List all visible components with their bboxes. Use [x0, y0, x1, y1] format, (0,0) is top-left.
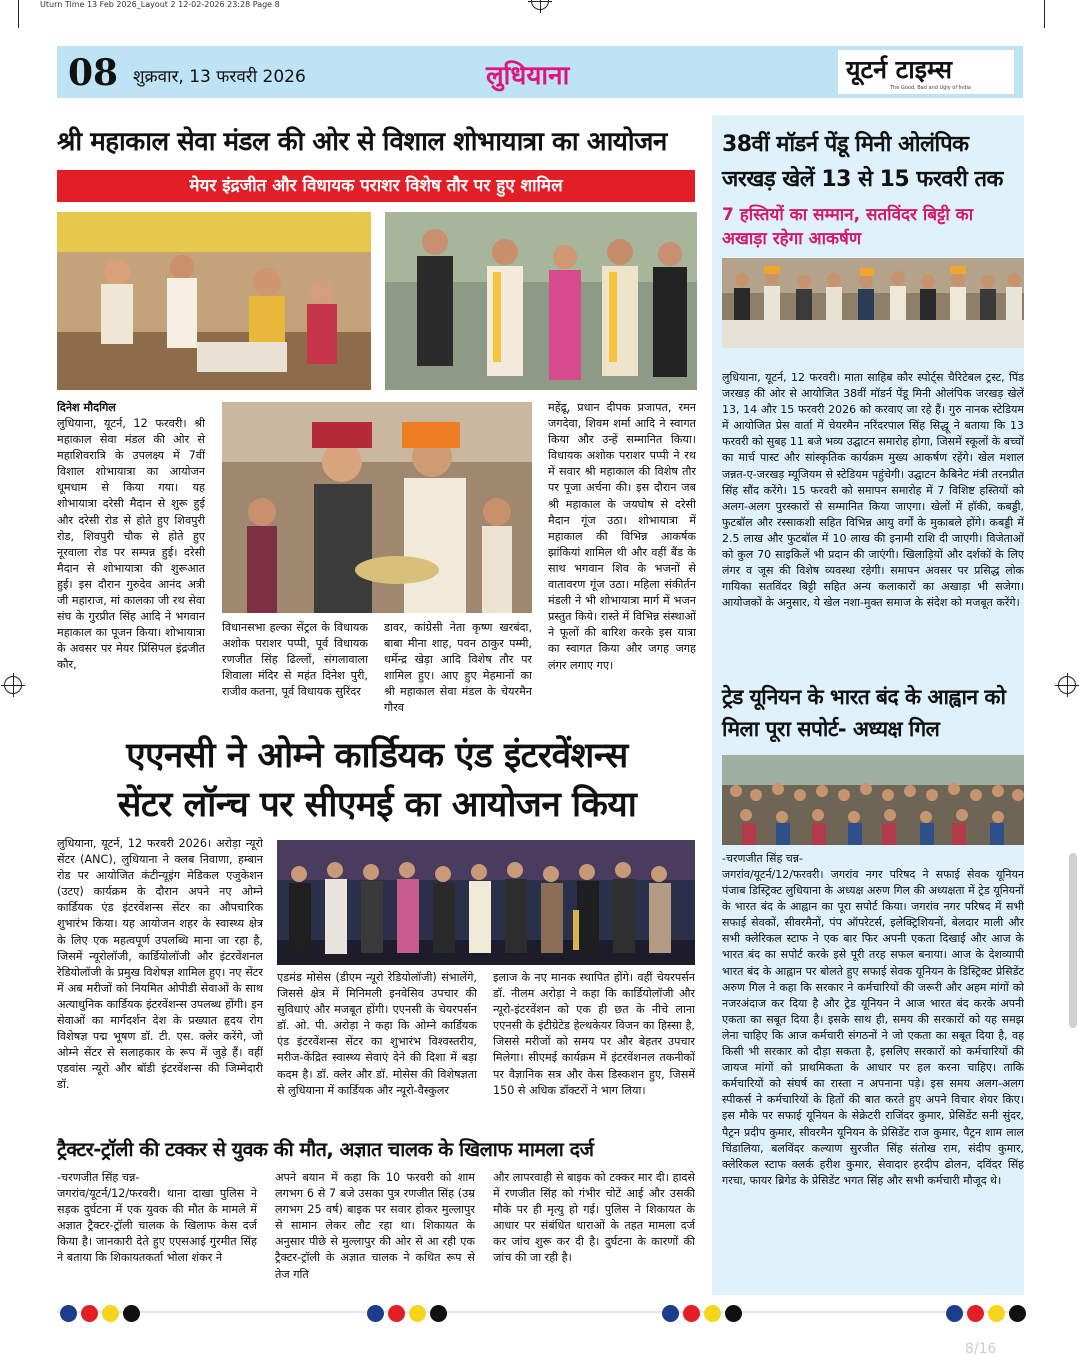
color-dot	[725, 1305, 742, 1322]
story3-headline: ट्रैक्टर-ट्रॉली की टक्कर से युवक की मौत, अज्ञात चालक के खिलाफ मामला दर्ज	[57, 1138, 594, 1161]
crop-mark	[1044, 0, 1045, 28]
story5-headline-line2: मिला पूरा सपोर्ट- अध्यक्ष गिल	[722, 717, 940, 741]
story2-column-2: एडमंड मोसेस (डीएम न्यूरो रेडियोलॉजी) संभालेंगे, जिससे क्षेत्र में मिनिमली इनवेसिव उपचार की सुविधाएं और मजबूत होंगी। एएनसी के चेयरपर्सन डॉ. ओ. पी. अरोड़ा ने कहा कि ओम्ने कार्डियक एंड इंटरवेंशन्स सेंटर का शुभारंभ विश्वस्तरीय, मरीज-केंद्रित स्वास्थ्य सेवाएं देने की दिशा में बड़ा कदम है। डॉ. क्लेर और डॉ. मोसेस की विशेषज्ञता से लुधियाना में कार्डियक और न्यूरो-वैस्कुलर	[277, 971, 477, 1097]
color-dot	[102, 1305, 119, 1322]
color-dot	[683, 1305, 700, 1322]
story1-column-3: डावर, कांग्रेसी नेता कृष्ण खरबंदा, बाबा मीना शाह, पवन ठाकुर पम्मी, धर्मेन्द्र खेड़ा आदि विशेष तौर पर शामिल हुए। आए हुए मेहमानों का श्री महाकाल सेवा मंडल के चेयरमैन गौरव	[384, 621, 532, 715]
story1-column-1: लुधियाना, यूटर्न, 12 फरवरी। श्री महाकाल सेवा मंडल की ओर से महाशिवरात्रि के उपलक्ष्य में 7वीं विशाल शोभायात्रा का आयोजन धूमधाम से किया गया। यह शोभायात्रा दरेसी मैदान से शुरू हुई और दरेसी रोड से होते हुए शिवपुरी रोड, शिवपुरी चौक से होते हुए नूरवाला रोड पर सम्पन्न हुई। दरेसी मैदान से शोभायात्रा की शुरूआत हुई। इस दौरान गुरुदेव आनंद अत्री जी महाराज, मां कालका जी रथ सेवा संघ के गुरप्रीत सिंह आदि ने भगवान महाकाल का पूजन किया। शोभायात्रा के अवसर पर मेयर प्रिंसिपल इंद्रजीत कौर,	[57, 417, 205, 672]
registration-mark-right	[1058, 676, 1076, 694]
registration-mark-left	[4, 676, 22, 694]
story1-column-2: विधानसभा हल्का सेंट्रल के विधायक अशोक पराशर पप्पी, पूर्व विधायक रणजीत सिंह ढिल्लों, संगलावाला शिवाला मंदिर से महंत दिनेश पुरी, राजीव कतना, पूर्व विधायक सुरिंदर	[222, 621, 368, 699]
color-dot	[662, 1305, 679, 1322]
story5-photo	[722, 755, 1024, 845]
color-dot	[60, 1305, 77, 1322]
story3-byline: -चरणजीत सिंह चन्न-	[57, 1171, 140, 1184]
story3-column-1: जगरांव/यूटर्न/12/फरवरी। थाना दाखा पुलिस ने सड़क दुर्घटना में एक युवक की मौत के मामले में अज्ञात ट्रैक्टर-ट्रॉली चालक के खिलाफ केस दर्ज किया है। जानकारी देते हुए एएसआई गुरमीत सिंह ने बताया कि शिकायतकर्ता भोला शंकर ने	[57, 1187, 257, 1265]
brand-tagline: The Good, Bad and Ugly of India	[890, 85, 971, 91]
color-dot	[367, 1305, 384, 1322]
story4-headline-line1: 38वीं मॉडर्न पेंडू मिनी ओलंपिक	[722, 132, 969, 157]
section-title: लुधियाना	[486, 61, 570, 91]
page-date: शुक्रवार, 13 फरवरी 2026	[133, 67, 306, 87]
story5-byline: -चरणजीत सिंह चन्न-	[722, 852, 804, 865]
page-fraction: 8/16	[965, 1341, 997, 1355]
color-dot	[81, 1305, 98, 1322]
story5-headline-line1: ट्रेड यूनियन के भारत बंद के आह्वान को	[722, 685, 1006, 709]
color-dot	[1009, 1305, 1026, 1322]
footer-color-dots	[367, 1304, 447, 1322]
page-number: 08	[68, 52, 119, 94]
color-dot	[946, 1305, 963, 1322]
footer-color-dots	[60, 1304, 140, 1322]
color-dot	[430, 1305, 447, 1322]
scrollbar-thumb[interactable]	[1069, 853, 1077, 1028]
footer-color-dots	[662, 1304, 742, 1322]
print-slug: Uturn Time 13 Feb 2026_Layout 2 12-02-2026 23:28 Page 8	[40, 0, 280, 9]
color-dot	[388, 1305, 405, 1322]
story1-photo-right	[385, 212, 697, 390]
story1-byline: दिनेश मौदगिल	[57, 401, 116, 414]
story2-headline-line2: सेंटर लॉन्च पर सीएमई का आयोजन किया	[117, 785, 637, 825]
story2-column-3: इलाज के नए मानक स्थापित होंगे। वहीं चेयरपर्सन डॉ. नीलम अरोड़ा ने कहा कि कार्डियोलॉजी और न्यूरो-इंटरवेंशन को एक ही छत के नीचे लाना एएनसी के इंटीग्रेटेड हेल्थकेयर विजन का हिस्सा है, जिससे मरीजों को समय पर और बेहतर उपचार मिलेगा। सीएमई कार्यक्रम में इंटरवेंशनल तकनीकों पर वैज्ञानिक सत्र और केस डिस्कशन हुए, जिसमें 150 से अधिक डॉक्टरों ने भाग लिया।	[493, 971, 695, 1097]
story1-photo-left	[57, 212, 371, 390]
story4-subhead: 7 हस्तियों का सम्मान, सतविंदर बिट्टी का अखाड़ा रहेगा आकर्षण	[722, 205, 974, 249]
color-dot	[988, 1305, 1005, 1322]
color-dot	[704, 1305, 721, 1322]
story1-subhead: मेयर इंद्रजीत और विधायक पराशर विशेष तौर पर हुए शामिल	[57, 170, 695, 202]
footer-color-dots	[946, 1304, 1026, 1322]
crop-mark	[18, 0, 19, 28]
story4-headline-line2: जरखड़ खेलें 13 से 15 फरवरी तक	[722, 167, 1003, 192]
registration-mark-top	[531, 0, 549, 10]
story1-photo-center	[222, 402, 532, 613]
story2-headline-line1: एएनसी ने ओम्ने कार्डियक एंड इंटरवेंशन्स	[126, 736, 628, 776]
color-dot	[967, 1305, 984, 1322]
story4-body: लुधियाना, यूटर्न, 12 फरवरी। माता साहिब कौर स्पोर्ट्स चैरिटेबल ट्रस्ट, पिंड जरखड़ की ओर से आयोजित 38वीं मॉडर्न पेंडू मिनी ओलंपिक जरखड़ खेलें 13, 14 और 15 फरवरी 2026 को करवाए जा रहे हैं। गुरु नानक स्टेडियम में आयोजित प्रेस वार्ता में चेयरमैन नरिंदरपाल सिंह सिद्धू ने बताया कि 13 फरवरी को सुबह 11 बजे भव्य उद्घाटन समारोह होगा, जिसमें स्कूलों के बच्चों का मार्च पास्ट और सांस्कृतिक कार्यक्रम मुख्य आकर्षण रहेंगे। खेल मशाल जन्नत-ए-जरखड़ म्यूजियम से स्टेडियम पहुंचेगी। उद्घाटन कैबिनेट मंत्री तरनप्रीत सिंह सौंद करेंगे। 15 फरवरी को समापन समारोह में 7 विशिष्ट हस्तियों को अलग-अलग पुरस्कारों से सम्मानित किया जाएगा। खेलों में हॉकी, कबड्डी, फुटबॉल और रस्साकशी सहित विभिन्न आयु वर्गों के मुकाबले होंगे। कबड्डी में 2.5 लाख और फुटबॉल में 10 लाख की इनामी राशि दी जाएगी। विजेताओं को कुल 70 साइकिलें भी प्रदान की जाएंगी। खिलाड़ियों और दर्शकों के लिए लंगर व जूस की विशेष व्यवस्था रहेगी। समापन अवसर पर प्रसिद्ध लोक गायिका सतविंदर बिट्टी सहित अन्य कलाकारों का अखाड़ा भी सजेगा। आयोजकों के अनुसार, ये खेल नशा-मुक्त समाज के संदेश को मजबूत करेंगे।	[722, 371, 1024, 610]
story3-column-3: और लापरवाही से बाइक को टक्कर मार दी। हादसे में रणजीत सिंह को गंभीर चोटें आई और उसकी मौके पर ही मृत्यु हो गई। पुलिस ने शिकायत के आधार पर संबंधित धाराओं के तहत मामला दर्ज कर जांच शुरू कर दी है। दुर्घटना के कारणों की जांच की जा रही है।	[493, 1171, 695, 1265]
color-dot	[409, 1305, 426, 1322]
story1-headline: श्री महाकाल सेवा मंडल की ओर से विशाल शोभायात्रा का आयोजन	[57, 127, 667, 157]
color-dot	[123, 1305, 140, 1322]
story4-photo	[722, 258, 1024, 348]
story5-body: जगरांव/यूटर्न/12/फरवरी। जगरांव नगर परिषद ने सफाई सेवक यूनियन पंजाब डिस्ट्रिक्ट लुधियाना के अध्यक्ष अरुण गिल की अध्यक्षता में ट्रेड यूनियनों के भारत बंद के आह्वान का पूरा सपोर्ट किया। जगरांव नगर परिषद में सभी सफाई सेवकों, सीवरमैनों, पंप ऑपरेटर्स, इलेक्ट्रिशियनों, बेलदार माली और सभी क्लेरिकल स्टाफ ने एक बार फिर अपनी एकता दिखाई और आज के भारत बंद का सपोर्ट करके इसे पूरी तरह सफल बनाया। आज के देशव्यापी भारत बंद के आह्वान पर बोलते हुए सफाई सेवक यूनियन के डिस्ट्रिक्ट प्रेसिडेंट अरुण गिल ने कहा कि सरकार ने कर्मचारियों की जरूरी और अहम मांगों को नजरअंदाज कर दिया है और ट्रेड यूनियन ने आज भारत बंद करके अपनी एकता का सबूत दिया है। इसके साथ ही, समय की सरकारों को यह समझ लेना चाहिए कि आज कर्मचारी संगठनों ने जो एकता का सबूत दिया है, वह किसी भी सरकार को दौड़ा सकता है, इसलिए सरकारों को कर्मचारियों की जायज मांगों को प्राथमिकता के आधार पर हल करना चाहिए। ताकि कर्मचारियों को संघर्ष का रास्ता न अपनाना पड़े। इस समय अलग-अलग स्पीकर्स ने कर्मचारियों के हितों की बात करते हुए अपने विचार शेयर किए। इस मौके पर सफाई यूनियन के सेक्रेटरी राजिंदर कुमार, प्रेसिडेंट सनी सुंदर, पैट्रन प्रदीप कुमार, सीवरमैन यूनियन के प्रेसिडेंट राज कुमार, पैट्रन शाम लाल चिंडालिया, बलविंदर कल्याण सुरजीत सिंह संतोख राम, संदीप कुमार, क्लेरिकल स्टाफ क्लर्क हरीश कुमार, सेवादार हरदीप ढोलन, दविंदर सिंह गरचा, फायर ब्रिगेड के प्रेसिडेंट भगत सिंह और सभी कर्मचारी मौजूद थे।	[722, 868, 1024, 1187]
story3-column-2: अपने बयान में कहा कि 10 फरवरी को शाम लगभग 6 से 7 बजे उसका पुत्र रणजीत सिंह (उम्र लगभग 25 वर्ष) बाइक पर सवार होकर मुल्लापुर से सामान लेकर लौट रहा था। शिकायत के अनुसार पीछे से मुल्लापुर की ओर से आ रही एक ट्रैक्टर-ट्रॉली के अज्ञात चालक ने कथित रूप से तेज गति	[275, 1171, 475, 1281]
story2-column-1: लुधियाना, यूटर्न, 12 फरवरी 2026। अरोड़ा न्यूरो सेंटर (ANC), लुधियाना ने क्लब निवाणा, हम्बान रोड पर आयोजित कंटीन्यूइंग मेडिकल एजुकेशन (उटए) कार्यक्रम के दौरान अपने नए ओम्ने कार्डियक एंड इंटरवेंशन्स सेंटर का औपचारिक शुभारंभ किया। यह आयोजन शहर के स्वास्थ्य क्षेत्र के लिए एक महत्वपूर्ण उपलब्धि माना जा रहा है, जिसमें न्यूरोलॉजी, कार्डियोलॉजी और इंटरवेंशनल रेडियोलॉजी के प्रमुख विशेषज्ञ शामिल हुए। नए सेंटर में अब मरीजों को नियमित ओपीडी सेवाओं के साथ अत्याधुनिक कार्डियक इंटरवेंशन्स उपलब्ध होंगी। इन सेवाओं का मार्गदर्शन देश के प्रख्यात हृदय रोग विशेषज्ञ पद्म भूषण डॉ. टी. एस. क्लेर करेंगे, जो ओम्ने सेंटर से सलाहकार के रूप में जुड़े हैं। वहीं एडवांस न्यूरो और बॉडी इंटरवेंशन्स की जिम्मेदारी डॉ.	[57, 837, 263, 1092]
brand-name: यूटर्न टाइम्स	[846, 55, 953, 84]
story2-photo	[277, 840, 695, 965]
footer-rule	[57, 1311, 1023, 1313]
story1-column-4: महेंद्रू, प्रधान दीपक प्रजापत, रमन जगदेवा, शिवम शर्मा आदि ने स्वागत किया और उन्हें सम्मानित किया। विधायक अशोक पराशर पप्पी ने रथ में सवार श्री महाकाल की विशेष तौर पर पूजा अर्चना की। इस दौरान जब श्री महाकाल के जयघोष से दरेसी मैदान गूंज उठा। शोभायात्रा में महाकाल की विभिन्न आकर्षक झांकियां शामिल थी और वहीं बैंड के साथ भगवान शिव के भजनों से वातावरण गूंज उठा। महिला संकीर्तन मंडली ने भी शोभायात्रा मार्ग में भजन प्रस्तुत किये। रास्ते में विभिन्न संस्थाओं ने फूलों की बारिश करके इस यात्रा का स्वागत किया और जगह जगह लंगर लगाए गए।	[548, 401, 696, 672]
